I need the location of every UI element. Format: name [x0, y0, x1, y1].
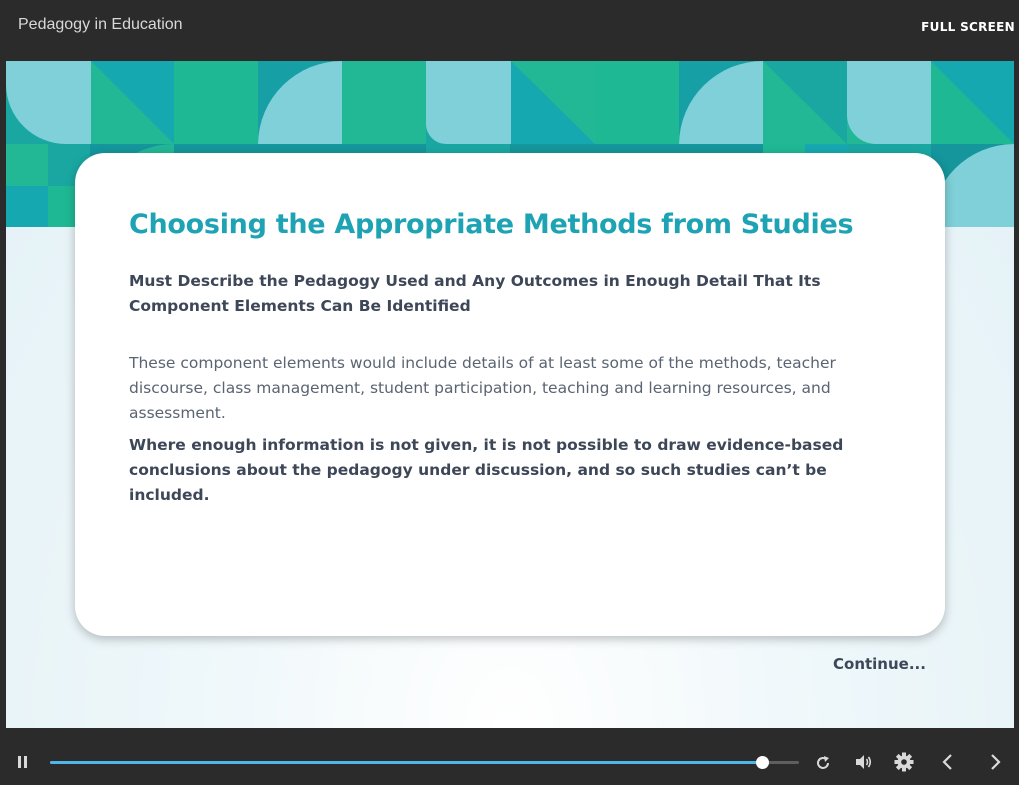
full-screen-button[interactable]: FULL SCREEN: [921, 20, 1015, 34]
seek-bar[interactable]: [50, 761, 799, 764]
pause-icon: [16, 754, 30, 770]
slide-title: Choosing the Appropriate Methods from Studies: [129, 209, 854, 240]
paragraph-conclusion: Where enough information is not given, it is not possible to draw evidence-based conclusions about the pedagogy under discussion, and so such studies can’t be included.: [129, 436, 844, 504]
replay-button[interactable]: [813, 753, 833, 773]
replay-icon: [813, 753, 833, 773]
next-icon: [986, 752, 1004, 772]
seek-handle[interactable]: [756, 756, 769, 769]
paragraph-heading: Must Describe the Pedagogy Used and Any Outcomes in Enough Detail That Its Component Elements Can Be Identified: [129, 272, 821, 315]
slide-stage: [6, 61, 1014, 728]
top-bar: [0, 0, 1019, 61]
settings-icon: [893, 751, 915, 773]
continue-link[interactable]: Continue...: [833, 655, 926, 673]
previous-button[interactable]: [939, 752, 957, 772]
settings-button[interactable]: [893, 751, 915, 773]
seek-progress: [50, 761, 762, 764]
previous-icon: [939, 752, 957, 772]
volume-button[interactable]: [854, 752, 874, 772]
pause-button[interactable]: [16, 754, 30, 770]
course-title: Pedagogy in Education: [18, 16, 183, 33]
next-button[interactable]: [986, 752, 1004, 772]
paragraph-body: These component elements would include details of at least some of the methods, teacher discourse, class management, student participation, teaching and learning resources, and assessment.: [129, 354, 836, 422]
volume-icon: [854, 752, 874, 772]
content-card: [75, 153, 945, 636]
player-controls: [0, 728, 1019, 785]
